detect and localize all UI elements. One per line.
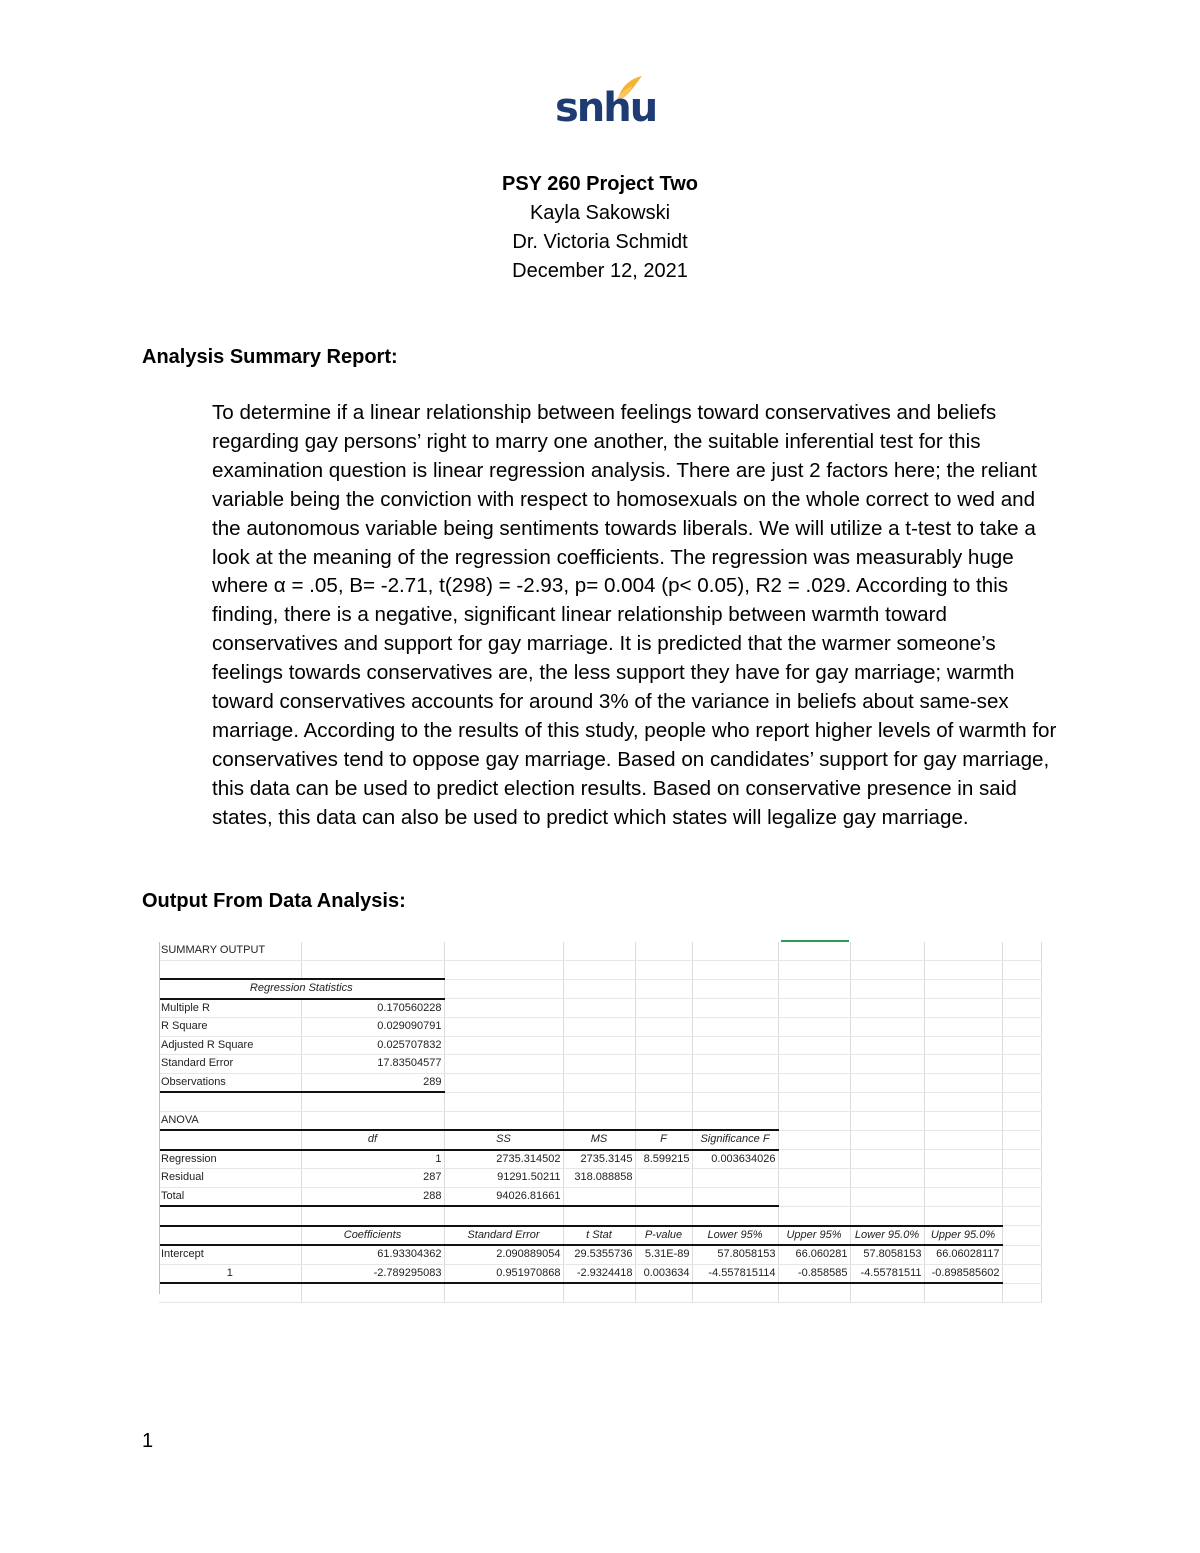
coef-value: 66.060281 [778, 1245, 850, 1264]
anova-ms [563, 1187, 635, 1206]
table-row [159, 1018, 1041, 1037]
output-heading: Output From Data Analysis: [142, 890, 406, 912]
anova-df: 1 [301, 1150, 444, 1169]
coef-value: 57.8058153 [692, 1245, 778, 1264]
coef-header: Coefficients [301, 1226, 444, 1246]
coef-value: -0.858585 [778, 1264, 850, 1283]
table-row [159, 979, 1041, 999]
coef-value: 0.951970868 [444, 1264, 563, 1283]
coef-value: 66.06028117 [924, 1245, 1002, 1264]
anova-header: Significance F [692, 1130, 778, 1150]
anova-title: ANOVA [159, 1111, 301, 1130]
summary-title: SUMMARY OUTPUT [159, 942, 301, 960]
title-block [300, 170, 900, 286]
stat-value: 0.170560228 [301, 999, 444, 1018]
table-row [159, 1092, 1041, 1111]
anova-header: MS [563, 1130, 635, 1150]
document-date: December 12, 2021 [512, 260, 688, 282]
coef-value: 2.090889054 [444, 1245, 563, 1264]
anova-header: SS [444, 1130, 563, 1150]
stat-value: 289 [301, 1073, 444, 1092]
anova-sigf [692, 1169, 778, 1188]
document-title: PSY 260 Project Two [501, 173, 698, 195]
stat-label: Standard Error [159, 1055, 301, 1074]
table-row [159, 1150, 1041, 1169]
table-row [159, 1055, 1041, 1074]
table-row [159, 1264, 1041, 1283]
anova-ss: 91291.50211 [444, 1169, 563, 1188]
anova-f: 8.599215 [635, 1150, 692, 1169]
coef-header: Lower 95.0% [850, 1226, 924, 1246]
anova-label: Residual [159, 1169, 301, 1188]
anova-f [635, 1169, 692, 1188]
summary-paragraph: To determine if a linear relationship between feelings toward conservatives and beliefs regarding gay persons’ right to marry one another, the suitable inferential test for this examination question is linear regression analysis. There are just 2 factors here; the reliant variable being the conviction with respect to homosexuals on the whole correct to wed and the autonomous variable being sentiments towards liberals. We will utilize a t-test to take a look at the meaning of the regression coefficients. The regression was measurably huge where α = .05, B= -2.71, t(298) = -2.93, p= 0.004 (p< 0.05), R2 = .029. According to this finding, there is a negative, significant linear relationship between warmth toward conservatives and support for gay marriage. It is predicted that the warmer someone’s feelings towards conservatives are, the less support they have for gay marriage; warmth toward conservatives accounts for around 3% of the variance in beliefs about same-sex marriage. According to the results of this study, people who report higher levels of warmth for conservatives tend to oppose gay marriage. Based on candidates’ support for gay marriage, this data can be used to predict election results. Based on conservative presence in said states, this data can also be used to predict which states will legalize gay marriage. [212, 401, 1057, 829]
table-row [159, 1283, 1041, 1302]
anova-f [635, 1187, 692, 1206]
table-row [159, 1245, 1041, 1264]
coef-label: 1 [159, 1264, 301, 1283]
anova-sigf [692, 1187, 778, 1206]
anova-header: df [301, 1130, 444, 1150]
stat-value: 0.029090791 [301, 1018, 444, 1037]
coef-header: Standard Error [444, 1226, 563, 1246]
coef-label: Intercept [159, 1245, 301, 1264]
table-row [159, 1073, 1041, 1092]
coef-value: 29.5355736 [563, 1245, 635, 1264]
coef-value: -2.9324418 [563, 1264, 635, 1283]
excel-output-image [159, 942, 1041, 1294]
author-name: Kayla Sakowski [529, 202, 671, 224]
anova-ss: 2735.314502 [444, 1150, 563, 1169]
anova-ss: 94026.81661 [444, 1187, 563, 1206]
coef-value: 5.31E-89 [635, 1245, 692, 1264]
table-row [159, 1206, 1041, 1226]
anova-sigf: 0.003634026 [692, 1150, 778, 1169]
table-row [159, 999, 1041, 1018]
coef-value: 57.8058153 [850, 1245, 924, 1264]
anova-label: Regression [159, 1150, 301, 1169]
table-row [159, 960, 1041, 979]
stat-label: Observations [159, 1073, 301, 1092]
coef-value: -4.55781511 [850, 1264, 924, 1283]
coef-value: -0.898585602 [924, 1264, 1002, 1283]
summary-heading: Analysis Summary Report: [142, 346, 398, 368]
coef-header: Upper 95.0% [924, 1226, 1002, 1246]
sheet-left-edge [159, 942, 160, 1294]
anova-df: 287 [301, 1169, 444, 1188]
coef-value: -4.557815114 [692, 1264, 778, 1283]
anova-ms: 2735.3145 [563, 1150, 635, 1169]
anova-ms: 318.088858 [563, 1169, 635, 1188]
stat-label: Multiple R [159, 999, 301, 1018]
stat-value: 0.025707832 [301, 1036, 444, 1055]
coef-value: 0.003634 [635, 1264, 692, 1283]
excel-output-table [159, 942, 1042, 1303]
table-row [159, 1036, 1041, 1055]
stat-label: Adjusted R Square [159, 1036, 301, 1055]
snhu-logo [555, 74, 657, 134]
logo-text: snhu [555, 85, 657, 131]
coef-value: -2.789295083 [301, 1264, 444, 1283]
coef-header: Lower 95% [692, 1226, 778, 1246]
page-number: 1 [142, 1430, 154, 1452]
anova-label: Total [159, 1187, 301, 1206]
table-row [159, 1226, 1041, 1246]
table-row [159, 1130, 1041, 1150]
table-row [159, 1187, 1041, 1206]
table-row [159, 1169, 1041, 1188]
table-row [159, 942, 1041, 960]
table-row [159, 1111, 1041, 1130]
coef-value: 61.93304362 [301, 1245, 444, 1264]
stat-label: R Square [159, 1018, 301, 1037]
regression-stats-heading: Regression Statistics [159, 979, 444, 999]
coef-header: Upper 95% [778, 1226, 850, 1246]
anova-header: F [635, 1130, 692, 1150]
coef-header: P-value [635, 1226, 692, 1246]
coef-header: t Stat [563, 1226, 635, 1246]
stat-value: 17.83504577 [301, 1055, 444, 1074]
anova-df: 288 [301, 1187, 444, 1206]
selection-marker [781, 940, 849, 942]
instructor-name: Dr. Victoria Schmidt [512, 231, 688, 253]
